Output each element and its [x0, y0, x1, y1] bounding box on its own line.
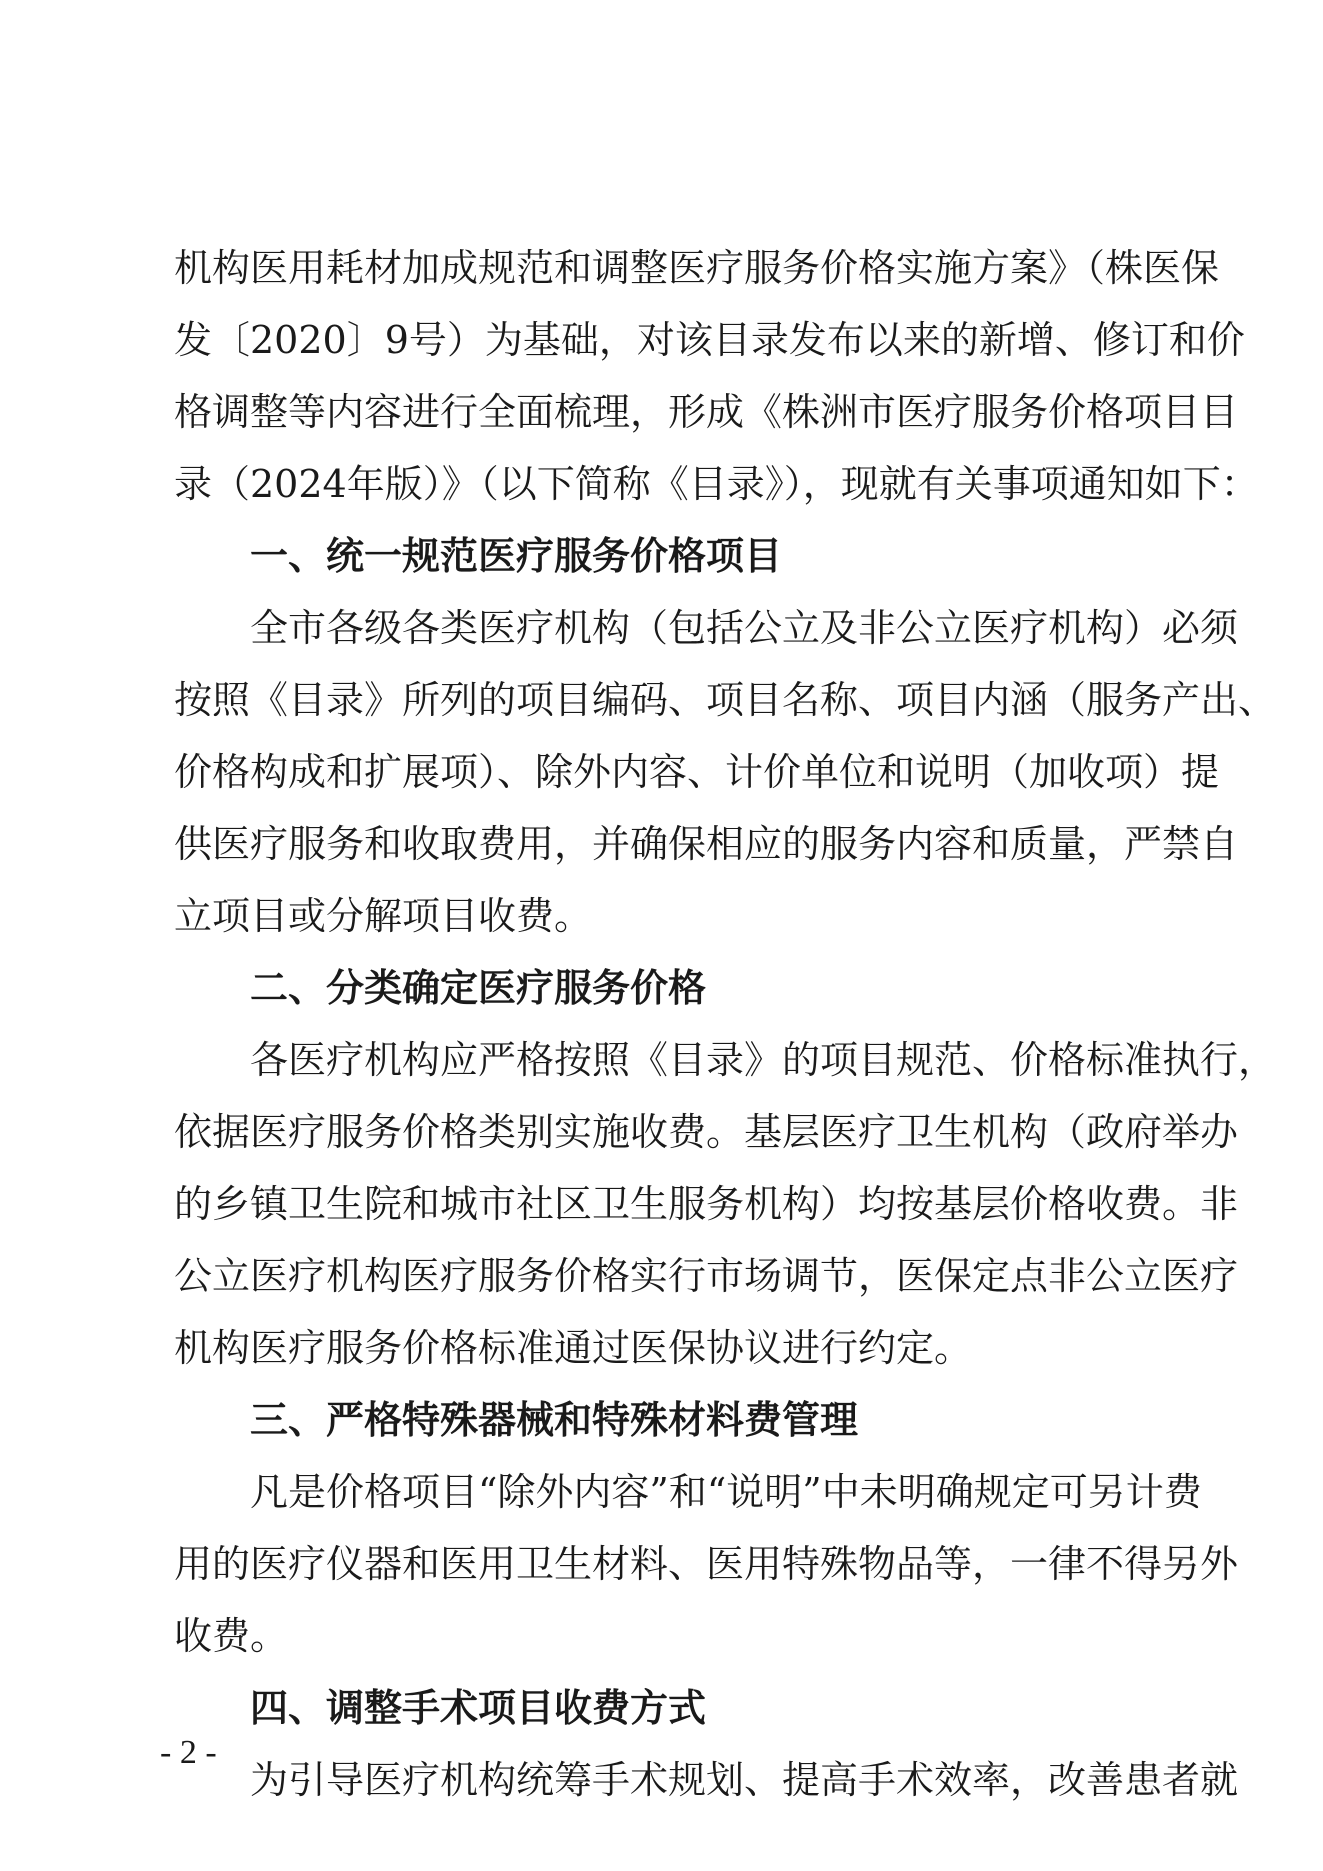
body-text-line: 录（2024年版）》（以下简称《目录》），现就有关事项通知如下： [174, 462, 1259, 506]
body-text-line: 机构医疗服务价格标准通过医保协议进行约定。 [174, 1326, 973, 1370]
body-text-line: 全市各级各类医疗机构（包括公立及非公立医疗机构）必须 [250, 606, 1239, 650]
body-text-line: 立项目或分解项目收费。 [174, 894, 593, 938]
body-text-line: 为引导医疗机构统筹手术规划、提高手术效率，改善患者就 [250, 1758, 1239, 1802]
body-text-line: 机构医用耗材加成规范和调整医疗服务价格实施方案》（株医保 [174, 246, 1220, 290]
section-heading-4: 四、调整手术项目收费方式 [250, 1686, 707, 1730]
section-heading-1: 一、统一规范医疗服务价格项目 [250, 534, 783, 578]
body-text-line: 公立医疗机构医疗服务价格实行市场调节，医保定点非公立医疗 [174, 1254, 1239, 1298]
body-text-line: 依据医疗服务价格类别实施收费。基层医疗卫生机构（政府举办 [174, 1110, 1239, 1154]
body-text-line: 供医疗服务和收取费用，并确保相应的服务内容和质量，严禁自 [174, 822, 1239, 866]
body-text-line: 价格构成和扩展项）、除外内容、计价单位和说明（加收项）提 [174, 750, 1220, 794]
body-text-line: 收费。 [174, 1614, 289, 1658]
body-text-line: 凡是价格项目“除外内容”和“说明”中未明确规定可另计费 [250, 1470, 1202, 1514]
section-heading-3: 三、严格特殊器械和特殊材料费管理 [250, 1398, 859, 1442]
document-body [174, 232, 1277, 1816]
body-text-line: 的乡镇卫生院和城市社区卫生服务机构）均按基层价格收费。非 [174, 1182, 1239, 1226]
body-text-line: 发〔2020〕9号）为基础，对该目录发布以来的新增、修订和价 [174, 318, 1245, 362]
body-text-line: 用的医疗仪器和医用卫生材料、医用特殊物品等，一律不得另外 [174, 1542, 1239, 1586]
body-text-line: 各医疗机构应严格按照《目录》的项目规范、价格标准执行， [250, 1038, 1277, 1082]
body-text-line: 按照《目录》所列的项目编码、项目名称、项目内涵（服务产出、 [174, 678, 1277, 722]
body-text-line: 格调整等内容进行全面梳理，形成《株洲市医疗服务价格项目目 [174, 390, 1239, 434]
page-number: - 2 - [160, 1734, 217, 1771]
section-heading-2: 二、分类确定医疗服务价格 [250, 966, 707, 1010]
